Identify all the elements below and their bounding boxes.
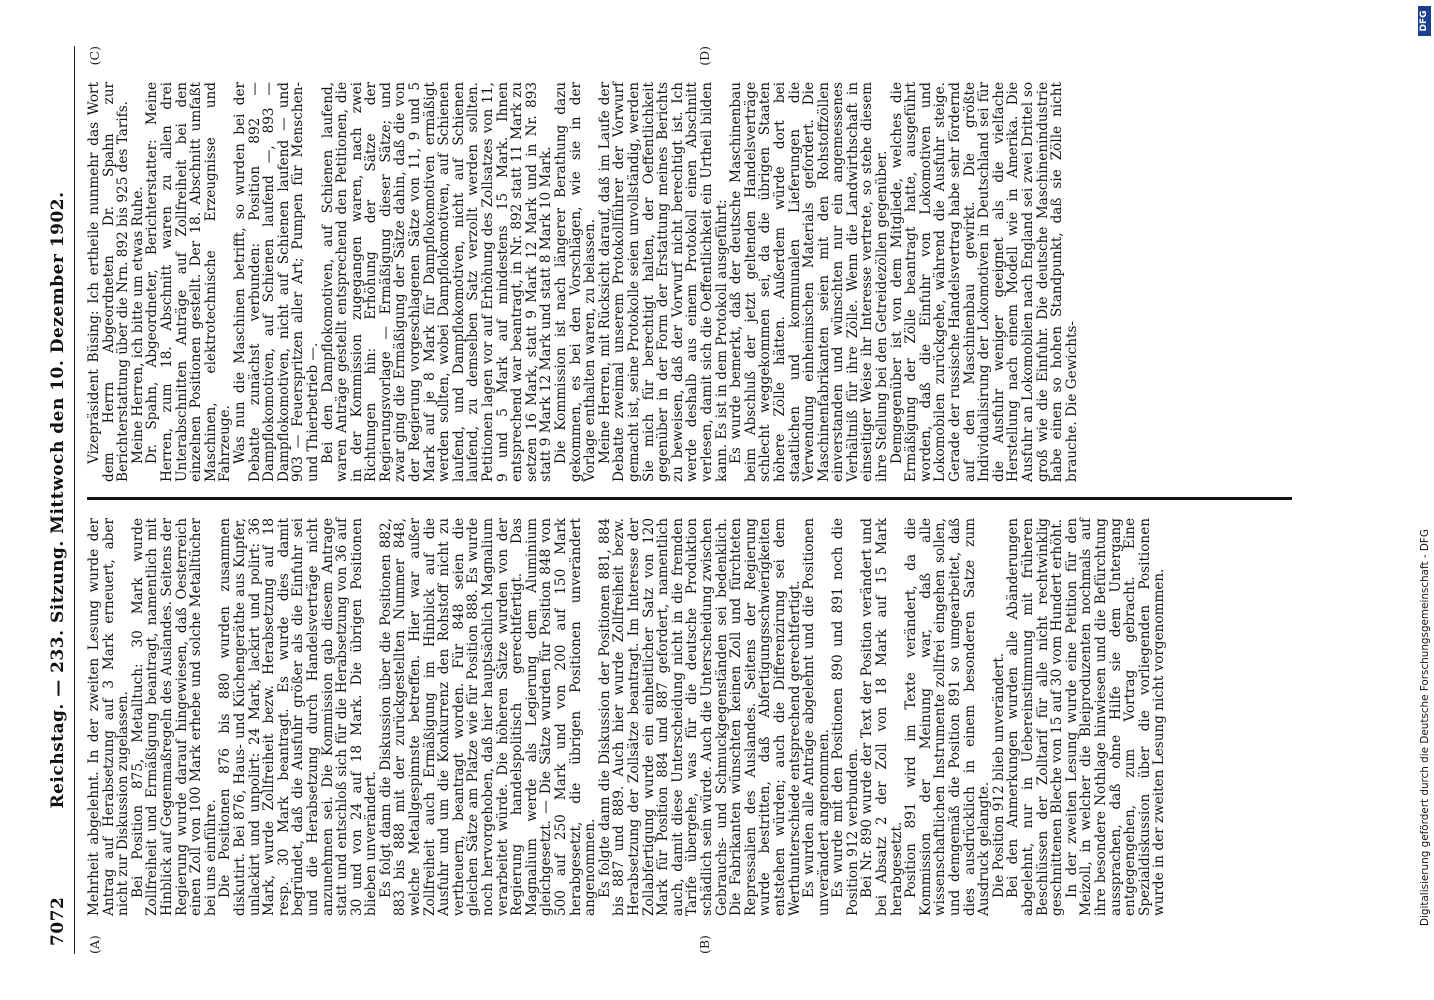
text-columns [87, 46, 1167, 954]
paragraph: Es wurde mit den Positionen 890 und 891 noch die Position 912 verbunden. [830, 518, 861, 916]
margin-marker-d: (D) [697, 46, 712, 66]
paragraph: Die Position 912 blieb unverändert. [990, 652, 1007, 898]
paragraph: Bei Position 875, Metalltuch: 30 Mark wurde Zollfreiheit und Ermäßigung beantragt, namentlich mit Hinblick auf Gegenmaßregeln des Auslandes. Seitens der Regierung wurde darauf hingewiesen, daß Oesterreich einen Zoll von 100 Mark erhebe und solche Metalltücher bei uns einführe. [129, 518, 219, 916]
column-divider [87, 498, 1292, 501]
paragraph: Meine Herren, mit Rücksicht darauf, daß im Laufe der Debatte zweimal unserem Protokollführer der Vorwurf gemacht ist, seine Protokolle seien unvollständig, werden Sie mich für berechtigt halten, der Oeffentlichkeit gegenüber in der Form der Erstattung meines Berichts zu beweisen, daß der Vorwurf nicht berechtigt ist. Ich werde deshalb aus einem Protokoll einen Abschnitt verlesen, damit sich die Oeffentlichkeit ein Urtheil bilden kann. Es ist in dem Protokoll ausgeführt: [596, 82, 730, 482]
paragraph: In der zweiten Lesung wurde eine Petition für den Meizoll, in welcher die Bleiproduzenten nochmals auf ihre besondere Nothlage hinwiesen und die Befürchtung aussprachen, daß ohne Hilfe sie dem Untergang entgegengehen, zum Vortrag gebracht. Eine Spezialdiskussion über die vorliegenden Positionen wurde in der zweiten Lesung nicht vorgenommen. [1063, 518, 1168, 916]
margin-marker-c: (C) [87, 46, 102, 66]
digitization-credit [1416, 6, 1432, 996]
paragraph: Es folgt dann die Diskussion über die Positionen 882, 883 bis 888 mit der zurückgestellten Nummer 848, welche Metallgespinnste betreffen. Hier war außer Zollfreiheit auch Ermäßigung im Hinblick auf die Ausfuhr und um die Konkurrenz den Rohstoff nicht zu vertheuern, beantragt worden. Für 848 seien die gleichen Sätze am Platze wie für Position 888. Es wurde noch hervorgehoben, daß hier hauptsächlich Magnalium verarbeitet würde. Die höheren Sätze wurden von der Regierung handelspolitisch gerechtfertigt. Das Magnalium werde als Legierung dem Aluminium gleichgesetzt. — Die Sätze wurden für Position 848 von 500 auf 250 Mark und von 200 auf 150 Mark herabgesetzt, die übrigen Positionen unverändert angenommen. [377, 518, 599, 916]
paragraph: Bei den Dampflokomotiven, auf Schienen laufend, waren Anträge gestellt entsprechend den Petitionen, die in der Kommission zugegangen waren, nach zwei Richtungen hin: Erhöhung der Sätze der Regierungsvorlage — Ermäßigung dieser Sätze; und zwar ging die Ermäßigung der Sätze dahin, daß die von der Regierung vorgeschlagenen Sätze von 11, 9 und 5 Mark auf je 8 Mark für Dampflokomotiven ermäßigt werden sollten, wobei Dampflokomotiven, auf Schienen laufend, und Dampflokomotiven, nicht auf Schienen laufend, zu demselben Satz verzollt werden sollten. Petitionen lagen vor auf Erhöhung des Zollsatzes von 11, 9 und 5 Mark auf mindestens 15 Mark. Ihnen entsprechend war beantragt, in Nr. 892 statt 11 Mark zu setzen 16 Mark, statt 9 Mark 12 Mark und in Nr. 893 statt 9 Mark 12 Mark und statt 8 Mark 10 Mark. [319, 82, 555, 482]
paragraph: Mehrheit abgelehnt. In der zweiten Lesung wurde der Antrag auf Herabsetzung auf 3 Mark erneuert, aber nicht zur Diskussion zugelassen. [86, 518, 132, 916]
page-number: 7072 [48, 896, 68, 946]
credit-text: Digitalisierung gefördert durch die Deutsche Forschungsgemeinschaft - DFG [1419, 529, 1431, 926]
paragraph: Demgegenüber ist von dem Mitgliede, welches die Ermäßigung der Zölle beantragt hatte, ausgeführt worden, daß die Einfuhr von Lokomotiven und Lokomobilen zurückgehe, während die Ausfuhr steige. Gerade der russische Handelsvertrag habe sehr fördernd auf den Maschinenbau gewirkt. Die größte Individualisirung der Lokomotiven in Deutschland sei für die Ausfuhr weniger geeignet als die vielfache Herstellung nach einem Modell wie in Amerika. Die Ausfuhr an Lokomobilen nach England sei zwei Drittel so groß wie die Einfuhr. Die deutsche Maschinenindustrie habe einen so hohen Standpunkt, daß sie Zölle nicht brauche. Die Gewichts- [888, 82, 1080, 482]
left-column [87, 500, 1167, 954]
page-title: Reichstag. — 233. Sitzung. Mittwoch den 10. Dezember 1902. [48, 191, 68, 809]
margin-marker-a: (A) [87, 935, 102, 954]
paragraph: Position 891 wird im Texte verändert, da die Kommission der Meinung war, daß alle wissenschaftlichen Instrumente zollfrei eingehen sollen, und demgemäß die Position 891 so umgearbeitet, daß dies ausdrücklich in einem besonderen Satze zum Ausdruck gelangte. [903, 518, 993, 916]
paragraph: Die Kommission ist nach längerer Berathung dazu gekommen, es bei den Vorschlägen, wie sie in der Vorlage enthalten waren, zu belassen. [553, 82, 599, 482]
margin-marker-b: (B) [697, 935, 712, 954]
paragraph: Bei den Anmerkungen wurden alle Abänderungen abgelehnt, nur in Uebereinstimmung mit früheren Beschlüssen der Zolltarif für alle nicht rechtwinklig geschnittenen Bleche von 15 auf 30 vom Hundert erhöht. [1005, 518, 1066, 916]
paragraph: Vizepräsident Büsing: Ich ertheile nunmehr das Wort dem Herrn Abgeordneten Dr. Spahn zur Berichterstattung über die Nrn. 892 bis 925 des Tarifs. [86, 82, 132, 482]
paragraph: Es folgte dann die Diskussion der Positionen 881, 884 bis 887 und 889. Auch hier wurde Zollfreiheit bezw. Herabsetzung der Zollsätze beantragt. Im Interesse der Zollabfertigung wurde ein einheitlicher Satz von 120 Mark für Position 884 und 887 gefordert, namentlich auch, damit diese Unterscheidung nicht in die fremden Tarife übergehe, was für die deutsche Produktion schädlich sein würde. Auch die Unterscheidung zwischen Gebrauchs- und Schmuckgegenständen sei bedenklich. Die Fabrikanten wünschten keinen Zoll und fürchteten Repressalien des Auslandes. Seitens der Regierung wurde bestritten, daß Abfertigungsschwierigkeiten entstehen würden; auch die Differenzirung sei dem Werthunterschiede entsprechend gerechtfertigt. [596, 518, 803, 916]
dfg-logo [1418, 6, 1431, 36]
right-column [87, 46, 1167, 500]
paragraph: Was nun die Maschinen betrifft, so wurden bei der Debatte zunächst verbunden: Position 892 — Dampflokomotiven, auf Schienen laufend —, 893 — Dampflokomotiven, nicht auf Schienen laufend — und 903 — Feuerspritzen aller Art; Pumpen für Menschen- und Thierbetrieb —. [231, 82, 321, 482]
dfg-logo-text: DFG [1419, 10, 1429, 32]
quoted-paragraph: Es wurde bemerkt, daß der deutsche Maschinenbau beim Abschluß der jetzt geltenden Handelsverträge schlecht weggekommen sei, da die übrigen Staaten höhere Zölle hätten. Außerdem würde dort bei staatlichen und kommunalen Lieferungen die Verwendung einheimischen Materials gefordert. Die Maschinenfabrikanten seien mit den Rohstoffzöllen einverstanden und wünschten nur ein angemessenes Verhältniß für ihre Zölle. Wenn die Landwirthschaft in einseitiger Weise ihr Interesse vertrete, so stehe diesem ihre Stellung bei den Getreidezöllen gegenüber. [728, 82, 891, 482]
paragraph: Es wurden alle Anträge abgelehnt und die Positionen unverändert angenommen. [801, 518, 832, 916]
paragraph: Die Positionen 876 bis 880 wurden zusammen diskutirt. Bei 876, Haus- und Küchengeräthe aus Kupfer, unlackirt und unpolirt: 24 Mark, lackirt und polirt: 36 Mark, wurde Zollfreiheit bezw. Herabsetzung auf 18 resp. 30 Mark beantragt. Es wurde dies damit begründet, daß die Ausfuhr größer als die Einfuhr sei und die Herabsetzung durch Handelsverträge nicht anzunehmen sei. Die Kommission gab diesem Antrage statt und entschloß sich für die Herabsetzung von 36 auf 30 und von 24 auf 18 Mark. Die übrigen Positionen blieben unverändert. [217, 518, 380, 916]
paragraph: Meine Herren, ich bitte um etwas Ruhe. [129, 186, 146, 464]
paragraph: Dr. Spahn, Abgeordneter, Berichterstatter: Meine Herren, zum 18. Abschnitt waren zu allen drei Unterabschnitten Anträge auf Zollfreiheit bei den einzelnen Positionen gestellt. Der 18. Abschnitt umfaßt Maschinen, elektrotechnische Erzeugnisse und Fahrzeuge. [144, 82, 234, 482]
paragraph: Bei Nr. 890 wurde der Text der Position verändert und bei Absatz 2 der Zoll von 18 Mark auf 15 Mark herabgesetzt. [859, 518, 905, 916]
page-header [44, 46, 75, 954]
